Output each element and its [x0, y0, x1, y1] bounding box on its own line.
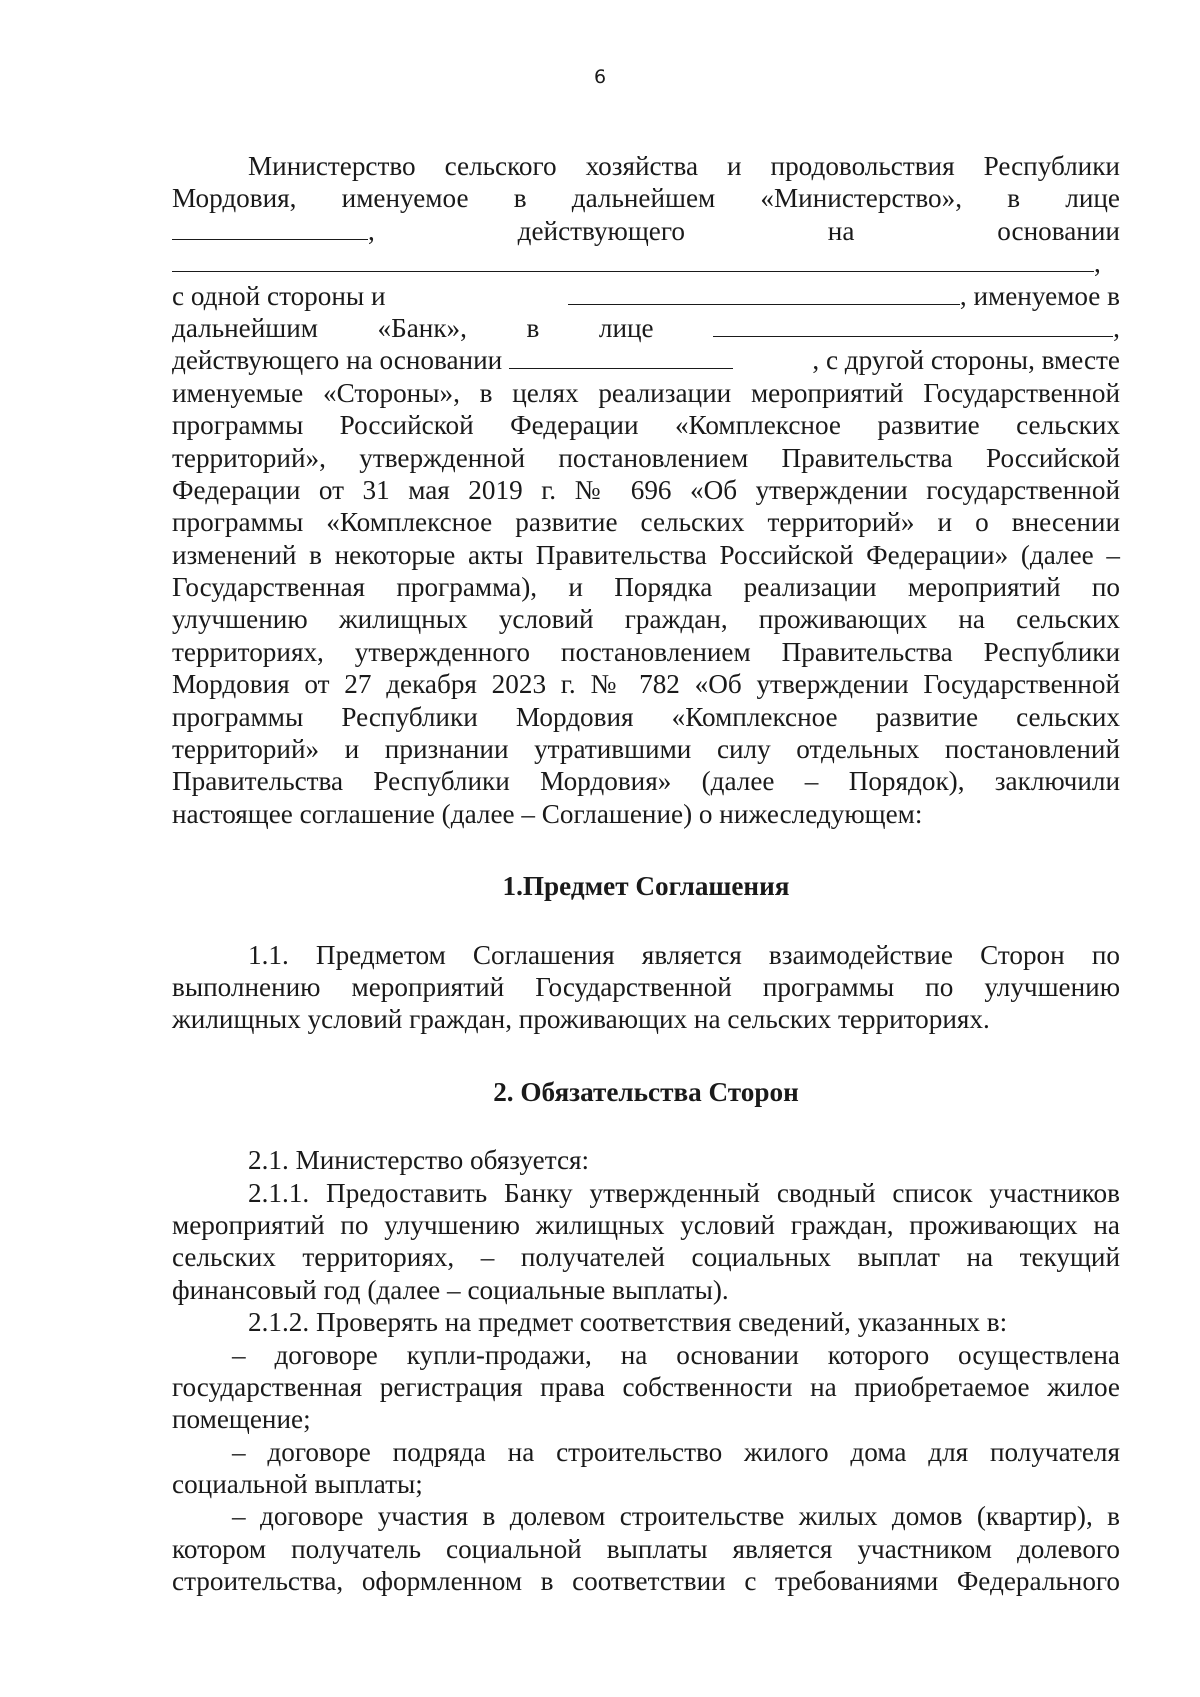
text-fragment: основании: [997, 215, 1120, 246]
blank-field: [568, 284, 960, 305]
text-fragment: ,: [1094, 248, 1101, 279]
list-item: [172, 1500, 1120, 1597]
list-item: [172, 1436, 1120, 1501]
text-fragment: ,: [368, 215, 375, 246]
paragraph-1-1: [172, 939, 1120, 1036]
paragraph-2-1-2: [172, 1306, 1120, 1338]
intro-paragraph: [172, 150, 1120, 830]
text-line: помещение;: [172, 1404, 311, 1435]
text-line: сельских территориях, – получателей социальных выплат на текущий: [172, 1242, 1120, 1273]
text-line: Мордовия, именуемое в дальнейшем «Министерство», в лице: [172, 183, 1120, 214]
text-fragment: на: [827, 215, 855, 246]
text-line: именуемые «Стороны», в целях реализации мероприятий Государственной: [172, 377, 1120, 408]
text-line: финансовый год (далее – социальные выплаты).: [172, 1274, 729, 1305]
text-line: 2.1. Министерство обязуется:: [248, 1145, 590, 1176]
section-heading: 1.Предмет Соглашения: [502, 871, 790, 902]
blank-field: [713, 316, 1113, 337]
paragraph-2-1: [172, 1144, 1120, 1176]
text-line: мероприятий по улучшению жилищных условий граждан, проживающих на: [172, 1209, 1120, 1240]
text-line: 1.1. Предметом Соглашения является взаимодействие Сторон по: [248, 939, 1120, 970]
text-line: программы «Комплексное развитие сельских территорий» и о внесении: [172, 507, 1120, 538]
text-line: Правительства Республики Мордовия» (далее – Порядок), заключили: [172, 766, 1120, 797]
text-line: социальной выплаты;: [172, 1469, 423, 1500]
text-fragment: «Банк»,: [377, 312, 467, 343]
text-line: 2.1.1. Предоставить Банку утвержденный сводный список участников: [248, 1177, 1120, 1208]
blank-field: [172, 219, 368, 240]
page-number: 6: [593, 66, 607, 88]
blank-field: [509, 348, 733, 369]
text-line: [172, 312, 1120, 344]
text-line: улучшению жилищных условий граждан, проживающих на сельских: [172, 604, 1120, 635]
list-item: [172, 1339, 1120, 1436]
spacer: [172, 1108, 1120, 1144]
text-line: Мордовия от 27 декабря 2023 г. № 782 «Об утверждении Государственной: [172, 669, 1120, 700]
text-line: [172, 280, 1120, 312]
blank-field: [172, 251, 1094, 272]
text-line: государственная регистрация права собственности на приобретаемое жилое: [172, 1371, 1120, 1402]
text-fragment: , с другой стороны, вместе: [812, 345, 1120, 376]
text-line: территориях, утвержденного постановлением Правительства Республики: [172, 636, 1120, 667]
text-fragment: с одной стороны и: [172, 280, 386, 311]
text-line: изменений в некоторые акты Правительства Российской Федерации» (далее –: [172, 539, 1120, 570]
spacer: [172, 830, 1120, 870]
text-line: Министерство сельского хозяйства и продовольствия Республики: [248, 151, 1120, 181]
text-line: строительства, оформленном в соответствии с требованиями Федерального: [172, 1566, 1120, 1597]
text-line: территорий», утвержденной постановлением Правительства Российской: [172, 442, 1120, 473]
text-line: котором получатель социальной выплаты является участником долевого: [172, 1533, 1120, 1564]
text-line: территорий» и признании утратившими силу отдельных постановлений: [172, 734, 1120, 765]
text-line: [172, 344, 1120, 376]
text-line: – договоре купли-продажи, на основании которого осуществлена: [232, 1339, 1120, 1370]
text-fragment: в: [526, 312, 540, 343]
text-line: [172, 215, 1120, 247]
text-line: [172, 247, 1120, 279]
document-body: [172, 150, 1120, 1598]
text-line: – договоре участия в долевом строительстве жилых домов (квартир), в: [232, 1501, 1120, 1532]
text-fragment: , именуемое в: [959, 280, 1120, 311]
text-fragment: действующего: [517, 215, 685, 246]
text-line: жилищных условий граждан, проживающих на сельских территориях.: [172, 1004, 990, 1035]
text-line: выполнению мероприятий Государственной программы по улучшению: [172, 971, 1120, 1002]
paragraph-2-1-1: [172, 1177, 1120, 1307]
text-line: Федерации от 31 мая 2019 г. № 696 «Об утверждении государственной: [172, 474, 1120, 505]
text-line: – договоре подряда на строительство жилого дома для получателя: [232, 1436, 1120, 1467]
text-fragment: лице: [598, 312, 654, 343]
text-line: программы Республики Мордовия «Комплексное развитие сельских: [172, 701, 1120, 732]
spacer: [172, 1036, 1120, 1076]
text-fragment: ,: [1113, 312, 1120, 343]
text-fragment: действующего на основании: [172, 345, 503, 376]
text-line: программы Российской Федерации «Комплексное развитие сельских: [172, 410, 1120, 441]
text-fragment: дальнейшим: [172, 312, 318, 343]
section-heading: 2. Обязательства Сторон: [493, 1076, 799, 1107]
text-line: Государственная программа), и Порядка реализации мероприятий по: [172, 572, 1120, 603]
spacer: [172, 903, 1120, 939]
text-line: настоящее соглашение (далее – Соглашение) о нижеследующем:: [172, 798, 923, 829]
text-line: 2.1.2. Проверять на предмет соответствия сведений, указанных в:: [248, 1307, 1008, 1338]
